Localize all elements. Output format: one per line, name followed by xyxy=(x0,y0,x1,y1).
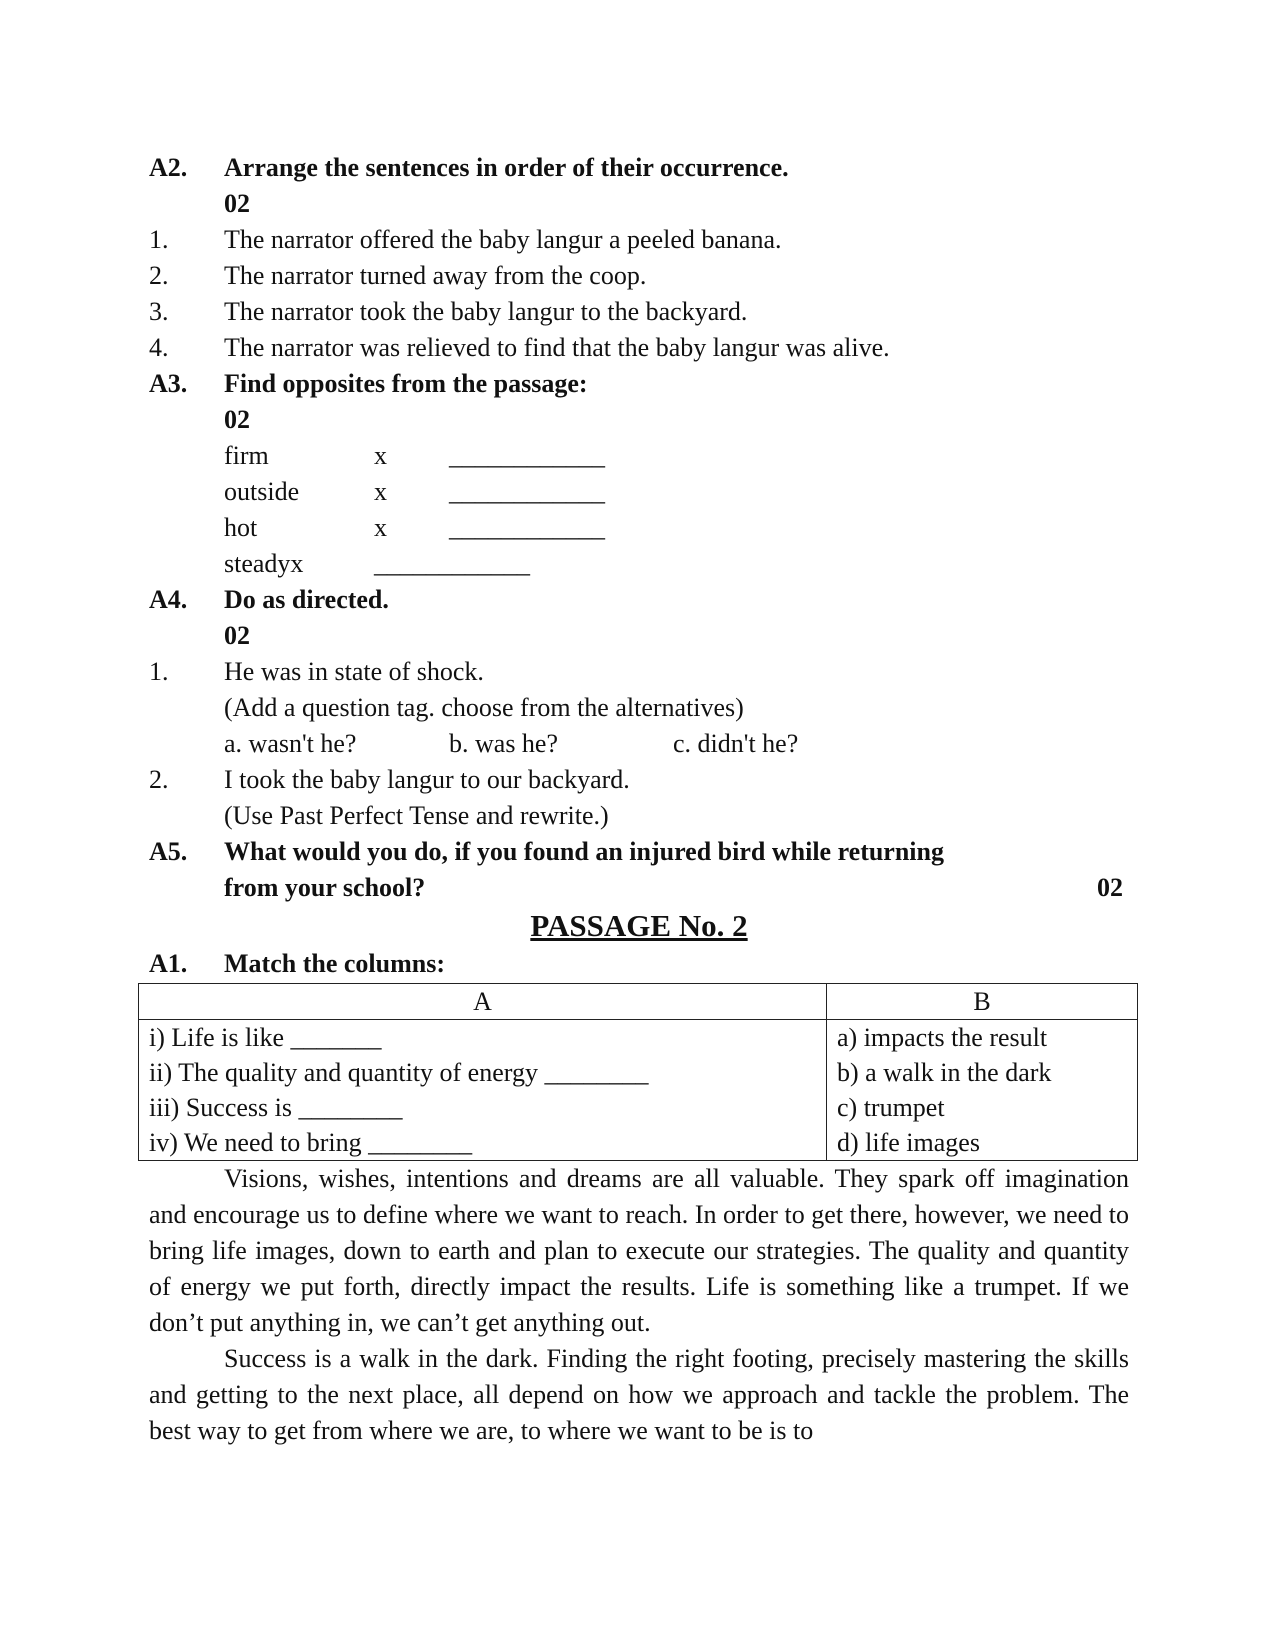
a4-q2-text: I took the baby langur to our backyard. xyxy=(224,765,630,794)
passage-title: PASSAGE No. 2 xyxy=(530,908,748,943)
column-a-header: A xyxy=(139,984,827,1020)
a2-item xyxy=(149,258,1129,294)
match-table xyxy=(138,983,1138,1161)
a4-question xyxy=(149,654,1129,690)
a2-item-text: The narrator was relieved to find that the baby langur was alive. xyxy=(224,333,890,362)
a4-q2-number: 2. xyxy=(149,765,169,794)
a4-number: A4. xyxy=(149,585,188,614)
column-a xyxy=(139,1020,827,1161)
a4-option: c. didn't he? xyxy=(673,729,799,758)
a4-q1-text: He was in state of shock. xyxy=(224,657,484,686)
column-b-header: B xyxy=(827,984,1138,1020)
p2-a1-number: A1. xyxy=(149,949,188,978)
worksheet-page xyxy=(149,150,1129,1449)
a3-antonym-row xyxy=(149,510,1129,546)
a3-blank: ____________ xyxy=(449,513,605,542)
a2-item-text: The narrator turned away from the coop. xyxy=(224,261,647,290)
a2-instruction: Arrange the sentences in order of their occurrence. xyxy=(224,153,789,182)
a3-antonym-row xyxy=(149,438,1129,474)
match-table-body xyxy=(139,1020,1138,1161)
a2-item-number: 1. xyxy=(149,225,169,254)
a3-blank: ____________ xyxy=(374,549,530,578)
a3-x: x xyxy=(374,441,387,470)
column-a-item: i) Life is like _______ xyxy=(149,1023,382,1052)
a3-instruction: Find opposites from the passage: xyxy=(224,369,588,398)
a3-blank: ____________ xyxy=(449,477,605,506)
a4-option: b. was he? xyxy=(449,729,559,758)
a3-marks: 02 xyxy=(224,405,250,434)
a2-item-text: The narrator offered the baby langur a peeled banana. xyxy=(224,225,782,254)
a2-item xyxy=(149,294,1129,330)
column-b xyxy=(827,1020,1138,1161)
a3-antonym-row xyxy=(149,474,1129,510)
a3-antonym-row xyxy=(149,546,1129,582)
a2-item-number: 2. xyxy=(149,261,169,290)
a2-item-number: 3. xyxy=(149,297,169,326)
a4-q2-direction: (Use Past Perfect Tense and rewrite.) xyxy=(224,801,609,830)
a2-item xyxy=(149,222,1129,258)
a4-q1-number: 1. xyxy=(149,657,169,686)
a4-question xyxy=(149,762,1129,798)
a2-item-text: The narrator took the baby langur to the backyard. xyxy=(224,297,748,326)
a2-item xyxy=(149,330,1129,366)
a4-instruction: Do as directed. xyxy=(224,585,389,614)
column-a-item: ii) The quality and quantity of energy ________ xyxy=(149,1058,649,1087)
column-b-item: d) life images xyxy=(837,1128,980,1157)
a4-option: a. wasn't he? xyxy=(224,729,357,758)
a3-blank: ____________ xyxy=(449,441,605,470)
passage-paragraph-1: Visions, wishes, intentions and dreams are all valuable. They spark off imagination and encourage us to define where we want to reach. In order to get there, however, we need to bring life images, down to earth and plan to execute our strategies. The quality and quantity of energy we put forth, directly impact the results. Life is something like a trumpet. If we don’t put anything in, we can’t get anything out. xyxy=(149,1164,1129,1337)
column-b-item: c) trumpet xyxy=(837,1093,945,1122)
column-b-item: a) impacts the result xyxy=(837,1023,1048,1052)
a3-heading xyxy=(149,366,1129,402)
column-a-item: iv) We need to bring ________ xyxy=(149,1128,473,1157)
a3-x: x xyxy=(374,477,387,506)
a2-marks: 02 xyxy=(224,189,250,218)
a3-word: outside xyxy=(224,477,300,506)
p2-a1-heading xyxy=(149,946,1129,982)
a3-number: A3. xyxy=(149,369,188,398)
passage-paragraph-2: Success is a walk in the dark. Finding the right footing, precisely mastering the skills and getting to the next place, all depend on how we approach and tackle the problem. The best way to get from where we are, to where we want to be is to xyxy=(149,1344,1129,1445)
a5-question-line2-row xyxy=(149,870,1129,906)
column-a-item: iii) Success is ________ xyxy=(149,1093,403,1122)
a5-question-line2: from your school? xyxy=(224,873,426,902)
a5-marks: 02 xyxy=(1097,873,1123,902)
column-b-item: b) a walk in the dark xyxy=(837,1058,1052,1087)
a3-word: steadyx xyxy=(224,549,304,578)
a4-q1-options xyxy=(149,726,1129,762)
a5-question-line1: What would you do, if you found an injured bird while returning xyxy=(224,837,944,866)
a2-item-number: 4. xyxy=(149,333,169,362)
a2-number: A2. xyxy=(149,153,188,182)
a4-q1-direction: (Add a question tag. choose from the alternatives) xyxy=(224,693,744,722)
p2-a1-instruction: Match the columns: xyxy=(224,949,445,978)
a2-heading xyxy=(149,150,1129,186)
a5-heading xyxy=(149,834,1129,870)
a4-marks: 02 xyxy=(224,621,250,650)
a3-word: firm xyxy=(224,441,269,470)
a4-heading xyxy=(149,582,1129,618)
match-table-header xyxy=(139,984,1138,1020)
a3-word: hot xyxy=(224,513,258,542)
a5-number: A5. xyxy=(149,837,188,866)
a3-x: x xyxy=(374,513,387,542)
